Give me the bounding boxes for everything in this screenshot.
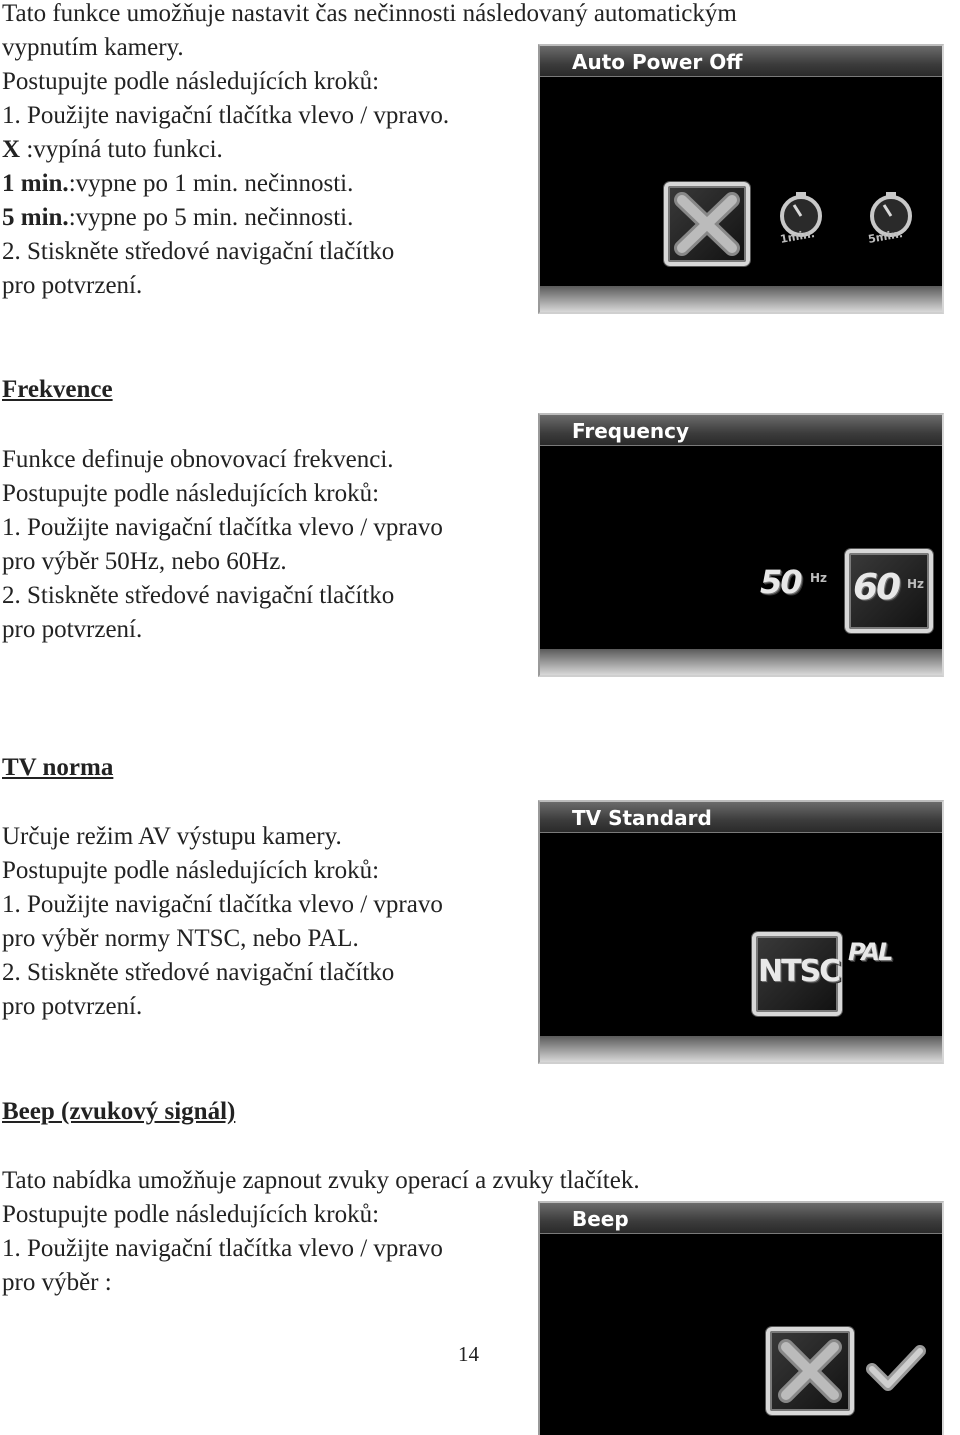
section-heading: Frekvence: [2, 376, 113, 403]
text-line: Postupujte podle následujících kroků:: [2, 857, 380, 884]
text-line: Funkce definuje obnovovací frekvenci.: [2, 446, 394, 473]
option-key: 1 min.: [2, 170, 69, 197]
option-value: 50: [760, 563, 801, 601]
option-1min[interactable]: [766, 192, 836, 248]
text-line: Tato nabídka umožňuje zapnout zvuky operací a zvuky tlačítek.: [2, 1167, 640, 1194]
screen-title: Auto Power Off: [572, 50, 743, 74]
option-desc: :vypne po 5 min. nečinnosti.: [68, 204, 354, 231]
auto-power-off-screen: [538, 44, 944, 314]
text-line: Určuje režim AV výstupu kamery.: [2, 823, 342, 850]
option-5min[interactable]: [860, 192, 930, 248]
selected-option-60hz[interactable]: [845, 549, 933, 633]
option-key: 5 min.: [2, 204, 69, 231]
text-line: pro potvrzení.: [2, 272, 143, 299]
checkmark-icon: [866, 1343, 926, 1393]
option-value: PAL: [848, 938, 892, 966]
close-x-icon: [770, 1331, 850, 1411]
option-5min-line: [2, 201, 353, 235]
screen-title: Beep: [572, 1207, 629, 1231]
text-line: 1. Použijte navigační tlačítka vlevo / vpravo: [2, 891, 443, 918]
tv-standard-screen: [538, 800, 944, 1064]
text-line: 2. Stiskněte středové navigační tlačítko: [2, 582, 395, 609]
option-label: 1min.: [779, 227, 816, 246]
option-pal[interactable]: [848, 938, 908, 978]
close-x-icon: [668, 186, 746, 262]
option-x-line: [2, 133, 223, 167]
page-number: 14: [458, 1342, 479, 1366]
option-unit: Hz: [907, 577, 925, 591]
option-label: 5min.: [867, 227, 904, 246]
text-line: pro výběr normy NTSC, nebo PAL.: [2, 925, 359, 952]
option-unit: Hz: [810, 571, 828, 585]
text-line: 1. Použijte navigační tlačítka vlevo / vpravo: [2, 514, 443, 541]
screen-bottom-bar: [540, 286, 942, 312]
option-value: 60: [853, 567, 900, 608]
text-line: pro potvrzení.: [2, 993, 143, 1020]
screen-title: TV Standard: [572, 806, 712, 830]
section-heading: Beep (zvukový signál): [2, 1098, 236, 1125]
text-line: vypnutím kamery.: [2, 34, 184, 61]
beep-screen: [538, 1201, 944, 1435]
option-value: NTSC: [758, 954, 840, 989]
screen-bottom-bar: [540, 1036, 942, 1062]
text-line: 2. Stiskněte středové navigační tlačítko: [2, 959, 395, 986]
frequency-screen: [538, 413, 944, 677]
section-heading: TV norma: [2, 754, 114, 781]
option-desc: :vypíná tuto funkci.: [20, 136, 223, 163]
selected-option-beep-off[interactable]: [766, 1327, 854, 1415]
text-line: pro potvrzení.: [2, 616, 143, 643]
selected-option-ntsc[interactable]: [752, 932, 842, 1016]
selected-option-off[interactable]: [664, 182, 750, 266]
option-50hz[interactable]: [760, 563, 840, 603]
screen-title: Frequency: [572, 419, 690, 443]
text-line: 1. Použijte navigační tlačítka vlevo / vpravo: [2, 1235, 443, 1262]
text-line: pro výběr :: [2, 1269, 112, 1296]
screen-bottom-bar: [540, 649, 942, 675]
text-line: 2. Stiskněte středové navigační tlačítko: [2, 238, 395, 265]
text-line: 1. Použijte navigační tlačítka vlevo / vpravo.: [2, 102, 450, 129]
text-line: pro výběr 50Hz, nebo 60Hz.: [2, 548, 287, 575]
text-line: Postupujte podle následujících kroků:: [2, 68, 380, 95]
text-line: Postupujte podle následujících kroků:: [2, 480, 380, 507]
option-key: X: [2, 136, 21, 163]
option-1min-line: [2, 167, 353, 201]
text-line: Postupujte podle následujících kroků:: [2, 1201, 380, 1228]
option-desc: :vypne po 1 min. nečinnosti.: [68, 170, 354, 197]
text-line: Tato funkce umožňuje nastavit čas nečinnosti následovaný automatickým: [2, 0, 737, 27]
option-beep-on[interactable]: [866, 1343, 926, 1393]
